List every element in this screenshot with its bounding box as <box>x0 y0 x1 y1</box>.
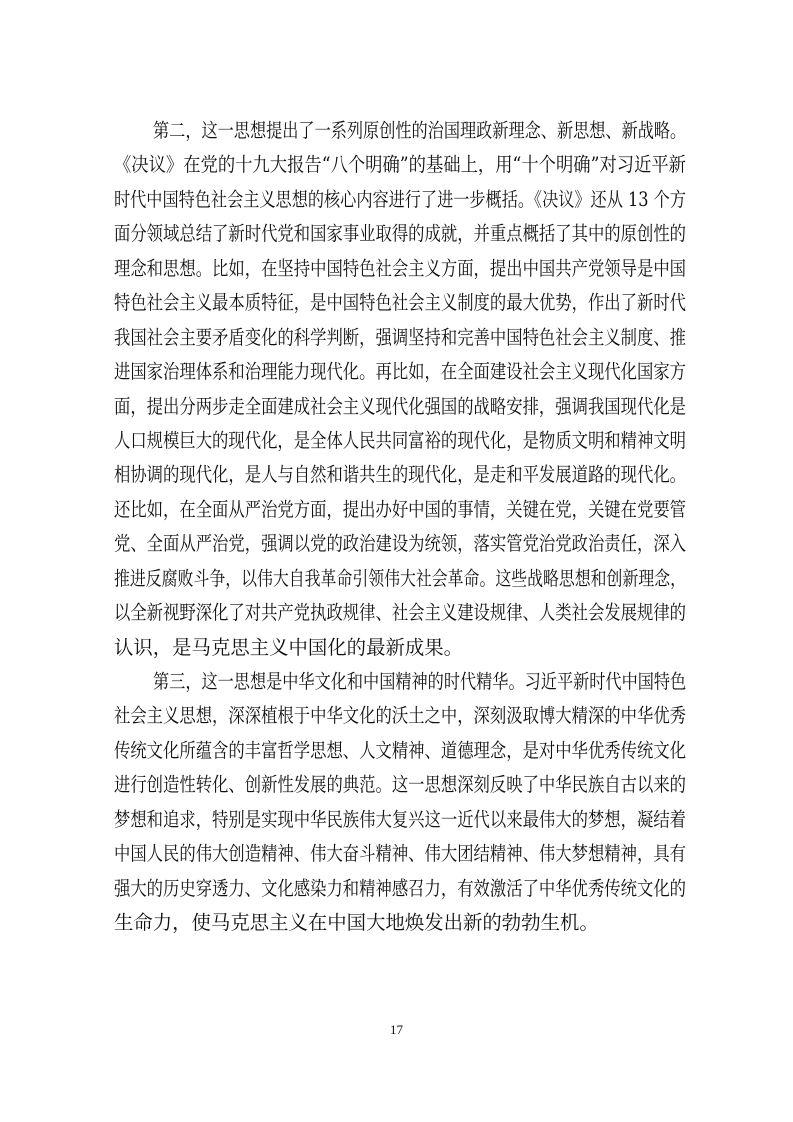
text-line: 人口规模巨大的现代化，是全体人民共同富裕的现代化，是物质文明和精神文明 <box>114 428 686 452</box>
text-line: 社会主义思想，深深植根于中华文化的沃土之中，深刻汲取博大精深的中华优秀 <box>114 704 686 728</box>
text-line: 党、全面从严治党，强调以党的政治建设为统领，落实管党治党政治责任，深入 <box>114 532 686 556</box>
text-line: 中国人民的伟大创造精神、伟大奋斗精神、伟大团结精神、伟大梦想精神，具有 <box>114 842 686 866</box>
paragraph-second-point <box>114 114 686 665</box>
text-line: 还比如，在全面从严治党方面，提出办好中国的事情，关键在党，关键在党要管 <box>114 497 686 521</box>
text-line: 《决议》在党的十九大报告“八个明确”的基础上，用“十个明确”对习近平新 <box>114 153 686 177</box>
document-body <box>114 114 686 941</box>
text-line: 面，提出分两步走全面建成社会主义现代化强国的战略安排，强调我国现代化是 <box>114 394 686 418</box>
text-line: 传统文化所蕴含的丰富哲学思想、人文精神、道德理念，是对中华优秀传统文化 <box>114 738 686 762</box>
text-line: 进行创造性转化、创新性发展的典范。这一思想深刻反映了中华民族自古以来的 <box>114 773 686 797</box>
text-line: 以全新视野深化了对共产党执政规律、社会主义建设规律、人类社会发展规律的 <box>114 601 686 625</box>
text-line: 面分领域总结了新时代党和国家事业取得的成就，并重点概括了其中的原创性的 <box>114 222 686 246</box>
text-line: 第二，这一思想提出了一系列原创性的治国理政新理念、新思想、新战略。 <box>152 119 686 142</box>
text-line: 相协调的现代化，是人与自然和谐共生的现代化，是走和平发展道路的现代化。 <box>114 463 686 487</box>
text-line: 认识，是马克思主义中国化的最新成果。 <box>114 635 464 659</box>
text-line: 时代中国特色社会主义思想的核心内容进行了进一步概括。《决议》还从 13 个方 <box>114 187 686 211</box>
paragraph-third-point <box>114 665 686 941</box>
text-line: 我国社会主要矛盾变化的科学判断，强调坚持和完善中国特色社会主义制度、推 <box>114 325 686 349</box>
text-line: 理念和思想。比如，在坚持中国特色社会主义方面，提出中国共产党领导是中国 <box>114 256 686 280</box>
text-line: 生命力，使马克思主义在中国大地焕发出新的勃勃生机。 <box>114 911 599 935</box>
page-number: 17 <box>390 1022 403 1037</box>
text-line: 推进反腐败斗争，以伟大自我革命引领伟大社会革命。这些战略思想和创新理念， <box>114 566 686 590</box>
text-line: 特色社会主义最本质特征，是中国特色社会主义制度的最大优势，作出了新时代 <box>114 291 686 315</box>
text-line: 梦想和追求，特别是实现中华民族伟大复兴这一近代以来最伟大的梦想，凝结着 <box>114 807 686 831</box>
text-line: 强大的历史穿透力、文化感染力和精神感召力，有效激活了中华优秀传统文化的 <box>114 876 686 900</box>
text-line: 第三，这一思想是中华文化和中国精神的时代精华。习近平新时代中国特色 <box>152 670 686 693</box>
text-line: 进国家治理体系和治理能力现代化。再比如，在全面建设社会主义现代化国家方 <box>114 360 686 384</box>
